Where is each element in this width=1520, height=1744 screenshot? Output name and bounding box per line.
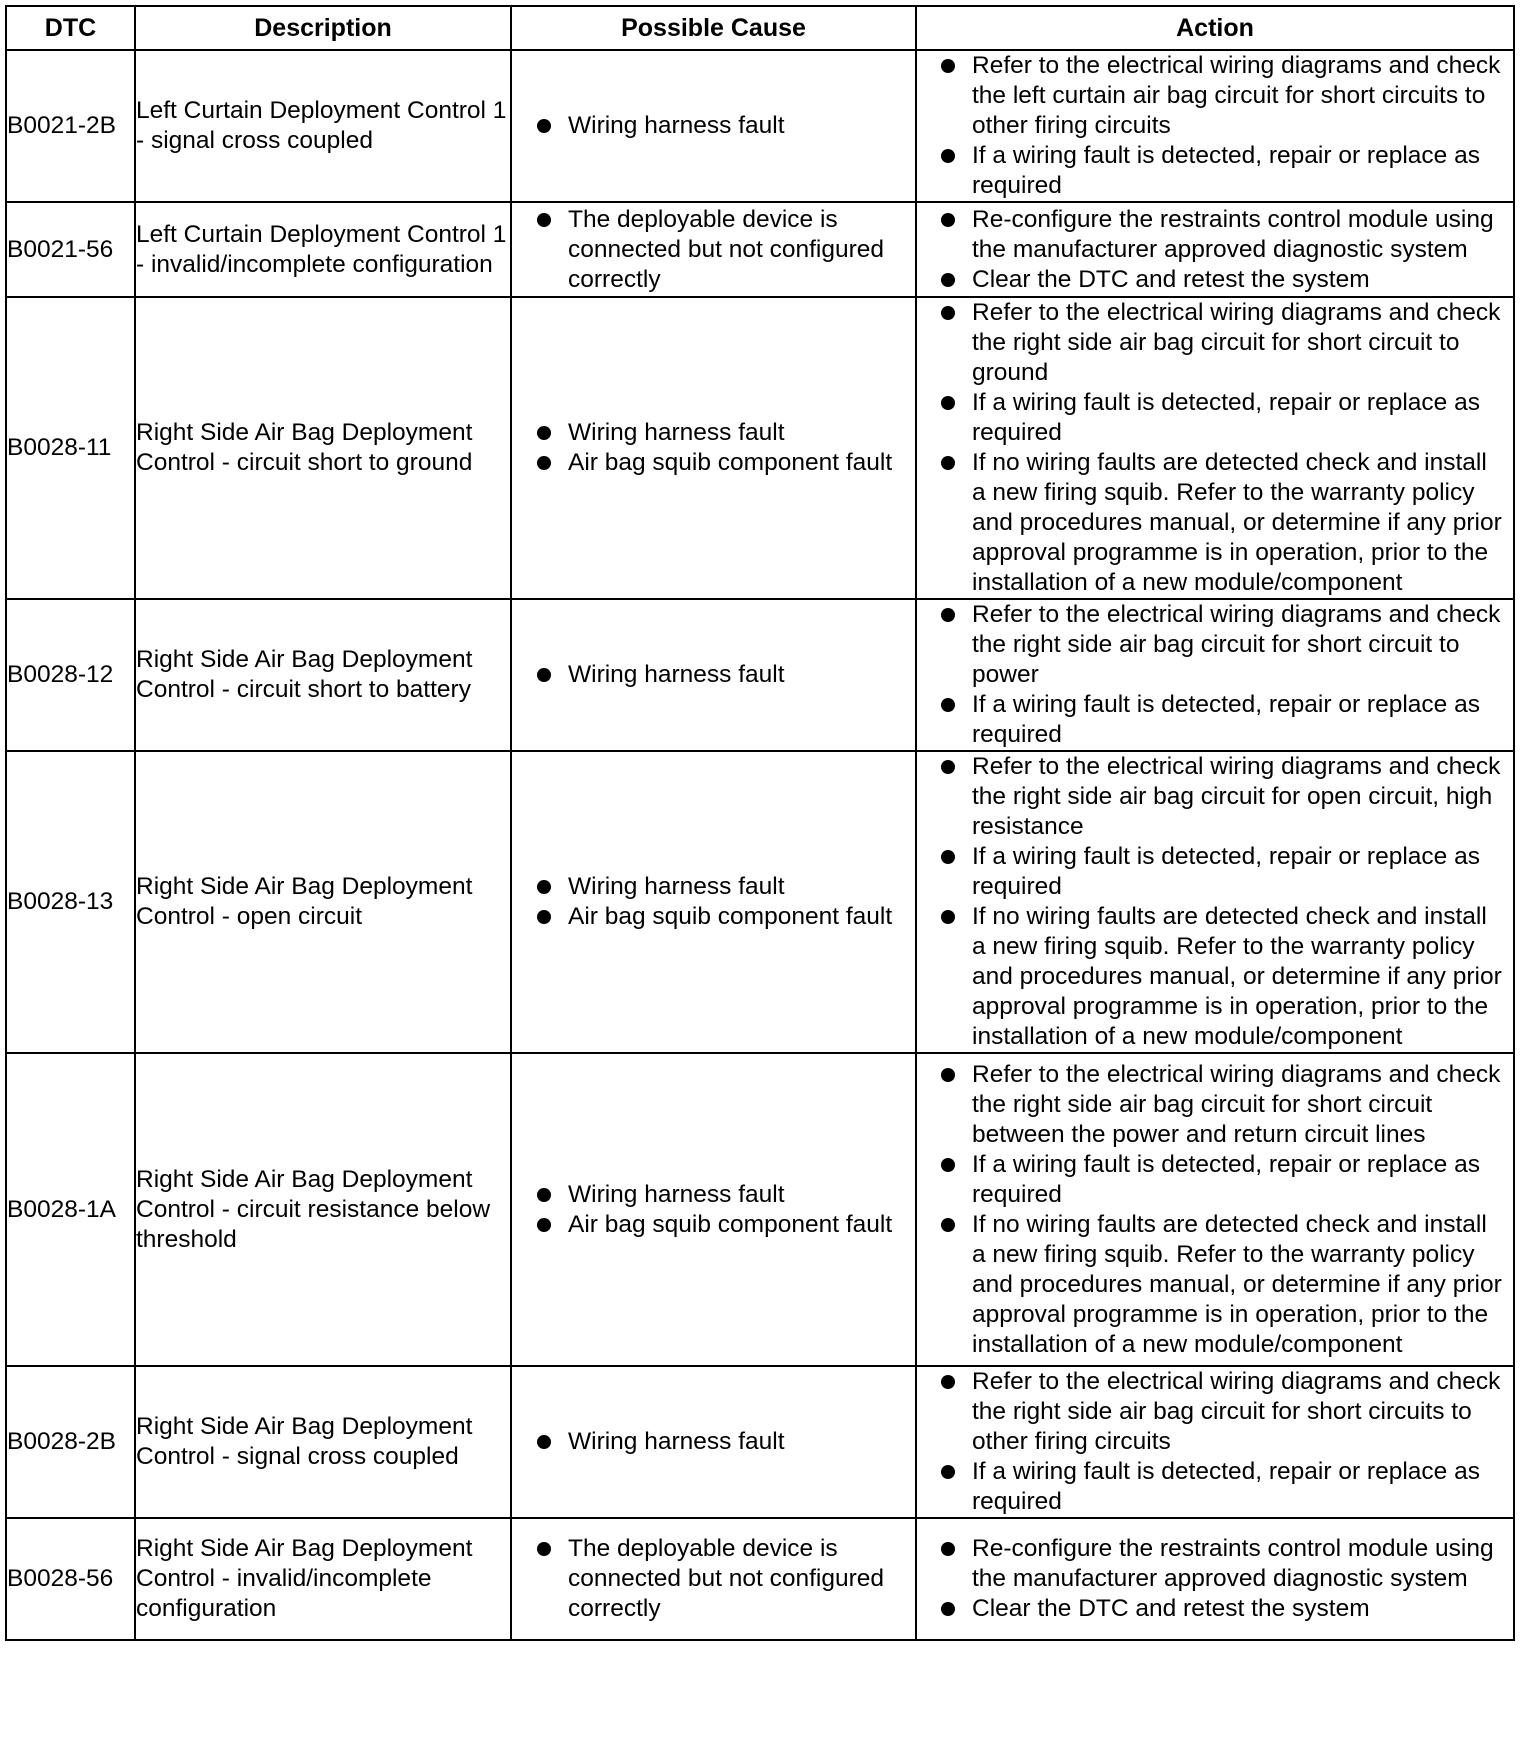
possible-cause-cell: [511, 297, 916, 599]
dtc-code: B0028-56: [6, 1518, 135, 1640]
header-description: Description: [135, 6, 511, 50]
dtc-code: B0021-2B: [6, 50, 135, 202]
cause-list: [512, 1427, 915, 1457]
bullet-icon: [941, 1465, 955, 1479]
action-text: Refer to the electrical wiring diagrams and check the right side air bag circuit for short circuit to ground: [972, 299, 1501, 386]
cause-item: [512, 448, 915, 478]
dtc-description: Right Side Air Bag Deployment Control - circuit short to ground: [135, 297, 511, 599]
action-cell: [916, 1366, 1514, 1518]
cause-text: The deployable device is connected but not configured correctly: [568, 205, 885, 293]
bullet-icon: [537, 910, 551, 924]
table-body: [6, 50, 1514, 1640]
action-list: [917, 1367, 1513, 1517]
action-text: If a wiring fault is detected, repair or replace as required: [972, 142, 1480, 199]
bullet-icon: [941, 273, 955, 287]
possible-cause-cell: [511, 50, 916, 202]
action-text: Clear the DTC and retest the system: [972, 1595, 1370, 1622]
cause-list: [512, 205, 915, 295]
action-item: [917, 298, 1513, 388]
cause-item: [512, 660, 915, 690]
action-item: [917, 141, 1513, 201]
header-dtc: DTC: [6, 6, 135, 50]
header-row: [6, 6, 1514, 50]
action-text: Clear the DTC and retest the system: [972, 265, 1370, 293]
bullet-icon: [941, 608, 955, 622]
bullet-icon: [941, 1375, 955, 1389]
action-item: [917, 388, 1513, 448]
possible-cause-cell: [511, 1518, 916, 1640]
cause-text: The deployable device is connected but not configured correctly: [568, 1535, 885, 1622]
dtc-code: B0028-13: [6, 751, 135, 1053]
cause-text: Wiring harness fault: [568, 661, 785, 688]
action-text: If a wiring fault is detected, repair or replace as required: [972, 389, 1480, 446]
bullet-icon: [941, 850, 955, 864]
cause-text: Wiring harness fault: [568, 419, 785, 446]
action-item: [917, 1594, 1513, 1624]
cause-list: [512, 1534, 915, 1624]
action-item: [917, 902, 1513, 1052]
bullet-icon: [537, 1218, 551, 1232]
bullet-icon: [941, 1218, 955, 1232]
dtc-description: Left Curtain Deployment Control 1 - invalid/incomplete configuration: [135, 202, 511, 297]
bullet-icon: [941, 149, 955, 163]
bullet-icon: [537, 213, 551, 227]
action-list: [917, 600, 1513, 750]
action-item: [917, 600, 1513, 690]
bullet-icon: [537, 1542, 551, 1556]
dtc-description: Right Side Air Bag Deployment Control - invalid/incomplete configuration: [135, 1518, 511, 1640]
dtc-description: Right Side Air Bag Deployment Control - circuit short to battery: [135, 599, 511, 751]
possible-cause-cell: [511, 1053, 916, 1366]
possible-cause-cell: [511, 751, 916, 1053]
possible-cause-cell: [511, 599, 916, 751]
bullet-icon: [941, 1068, 955, 1082]
action-item: [917, 1367, 1513, 1457]
action-list: [917, 1060, 1513, 1360]
cause-item: [512, 1534, 915, 1624]
action-item: [917, 1534, 1513, 1594]
table-row: [6, 1366, 1514, 1518]
action-cell: [916, 297, 1514, 599]
action-cell: [916, 202, 1514, 297]
action-cell: [916, 1053, 1514, 1366]
action-text: If a wiring fault is detected, repair or replace as required: [972, 1458, 1480, 1515]
action-item: [917, 448, 1513, 598]
action-text: If a wiring fault is detected, repair or replace as required: [972, 691, 1480, 748]
action-text: Refer to the electrical wiring diagrams and check the right side air bag circuit for short circuit between the power and return circuit lines: [972, 1060, 1501, 1148]
action-item: [917, 842, 1513, 902]
bullet-icon: [537, 1188, 551, 1202]
cause-text: Air bag squib component fault: [568, 1210, 893, 1238]
cause-item: [512, 1427, 915, 1457]
cause-list: [512, 660, 915, 690]
bullet-icon: [537, 456, 551, 470]
bullet-icon: [537, 426, 551, 440]
action-list: [917, 205, 1513, 295]
action-item: [917, 205, 1513, 265]
cause-text: Air bag squib component fault: [568, 903, 893, 930]
action-text: Refer to the electrical wiring diagrams and check the right side air bag circuit for open circuit, high resistance: [972, 753, 1501, 840]
cause-text: Wiring harness fault: [568, 1428, 785, 1455]
cause-list: [512, 418, 915, 478]
bullet-icon: [941, 1158, 955, 1172]
cause-item: [512, 872, 915, 902]
bullet-icon: [941, 698, 955, 712]
cause-item: [512, 205, 915, 295]
action-text: If a wiring fault is detected, repair or replace as required: [972, 843, 1480, 900]
action-text: Refer to the electrical wiring diagrams and check the right side air bag circuit for short circuits to other firing circuits: [972, 1368, 1501, 1455]
cause-item: [512, 1210, 915, 1240]
action-item: [917, 1457, 1513, 1517]
table-row: [6, 202, 1514, 297]
action-list: [917, 51, 1513, 201]
table-row: [6, 50, 1514, 202]
cause-list: [512, 111, 915, 141]
table-row: [6, 1518, 1514, 1640]
header-possible-cause: Possible Cause: [511, 6, 916, 50]
action-text: Refer to the electrical wiring diagrams and check the left curtain air bag circuit for short circuits to other firing circuits: [972, 52, 1501, 139]
action-item: [917, 752, 1513, 842]
action-item: [917, 690, 1513, 750]
action-text: Re-configure the restraints control module using the manufacturer approved diagnostic system: [972, 1535, 1494, 1592]
dtc-description: Left Curtain Deployment Control 1 - signal cross coupled: [135, 50, 511, 202]
possible-cause-cell: [511, 1366, 916, 1518]
table-row: [6, 1053, 1514, 1366]
dtc-description: Right Side Air Bag Deployment Control - open circuit: [135, 751, 511, 1053]
dtc-code: B0021-56: [6, 202, 135, 297]
action-list: [917, 752, 1513, 1052]
action-item: [917, 1150, 1513, 1210]
bullet-icon: [941, 1602, 955, 1616]
dtc-code: B0028-12: [6, 599, 135, 751]
dtc-code: B0028-11: [6, 297, 135, 599]
cause-list: [512, 1180, 915, 1240]
action-item: [917, 1060, 1513, 1150]
bullet-icon: [537, 1435, 551, 1449]
dtc-description: Right Side Air Bag Deployment Control - circuit resistance below threshold: [135, 1053, 511, 1366]
header-action: Action: [916, 6, 1514, 50]
action-cell: [916, 50, 1514, 202]
cause-text: Wiring harness fault: [568, 1180, 785, 1208]
action-text: Refer to the electrical wiring diagrams and check the right side air bag circuit for short circuit to power: [972, 601, 1501, 688]
action-item: [917, 1210, 1513, 1360]
cause-item: [512, 1180, 915, 1210]
table-row: [6, 599, 1514, 751]
bullet-icon: [537, 119, 551, 133]
bullet-icon: [537, 668, 551, 682]
action-list: [917, 1534, 1513, 1624]
action-text: If no wiring faults are detected check and install a new firing squib. Refer to the warranty policy and procedures manual, or determine if any prior approval programme is in operation, prior to the installation of a new module/component: [972, 449, 1502, 596]
action-cell: [916, 1518, 1514, 1640]
action-list: [917, 298, 1513, 598]
bullet-icon: [941, 456, 955, 470]
cause-text: Air bag squib component fault: [568, 449, 893, 476]
action-cell: [916, 751, 1514, 1053]
dtc-description: Right Side Air Bag Deployment Control - signal cross coupled: [135, 1366, 511, 1518]
action-text: Re-configure the restraints control module using the manufacturer approved diagnostic system: [972, 205, 1494, 263]
cause-item: [512, 418, 915, 448]
bullet-icon: [537, 880, 551, 894]
bullet-icon: [941, 760, 955, 774]
cause-list: [512, 872, 915, 932]
cause-text: Wiring harness fault: [568, 873, 785, 900]
possible-cause-cell: [511, 202, 916, 297]
action-text: If no wiring faults are detected check and install a new firing squib. Refer to the warranty policy and procedures manual, or determine if any prior approval programme is in operation, prior to the installation of a new module/component: [972, 1210, 1502, 1358]
dtc-code: B0028-2B: [6, 1366, 135, 1518]
table-row: [6, 751, 1514, 1053]
action-text: If a wiring fault is detected, repair or replace as required: [972, 1150, 1480, 1208]
dtc-code: B0028-1A: [6, 1053, 135, 1366]
action-cell: [916, 599, 1514, 751]
bullet-icon: [941, 1542, 955, 1556]
action-item: [917, 265, 1513, 295]
bullet-icon: [941, 306, 955, 320]
cause-item: [512, 111, 915, 141]
bullet-icon: [941, 910, 955, 924]
action-text: If no wiring faults are detected check and install a new firing squib. Refer to the warranty policy and procedures manual, or determine if any prior approval programme is in operation, prior to the installation of a new module/component: [972, 903, 1502, 1050]
cause-text: Wiring harness fault: [568, 112, 785, 139]
action-item: [917, 51, 1513, 141]
bullet-icon: [941, 213, 955, 227]
bullet-icon: [941, 396, 955, 410]
table-row: [6, 297, 1514, 599]
cause-item: [512, 902, 915, 932]
bullet-icon: [941, 59, 955, 73]
dtc-table: [5, 5, 1515, 1641]
